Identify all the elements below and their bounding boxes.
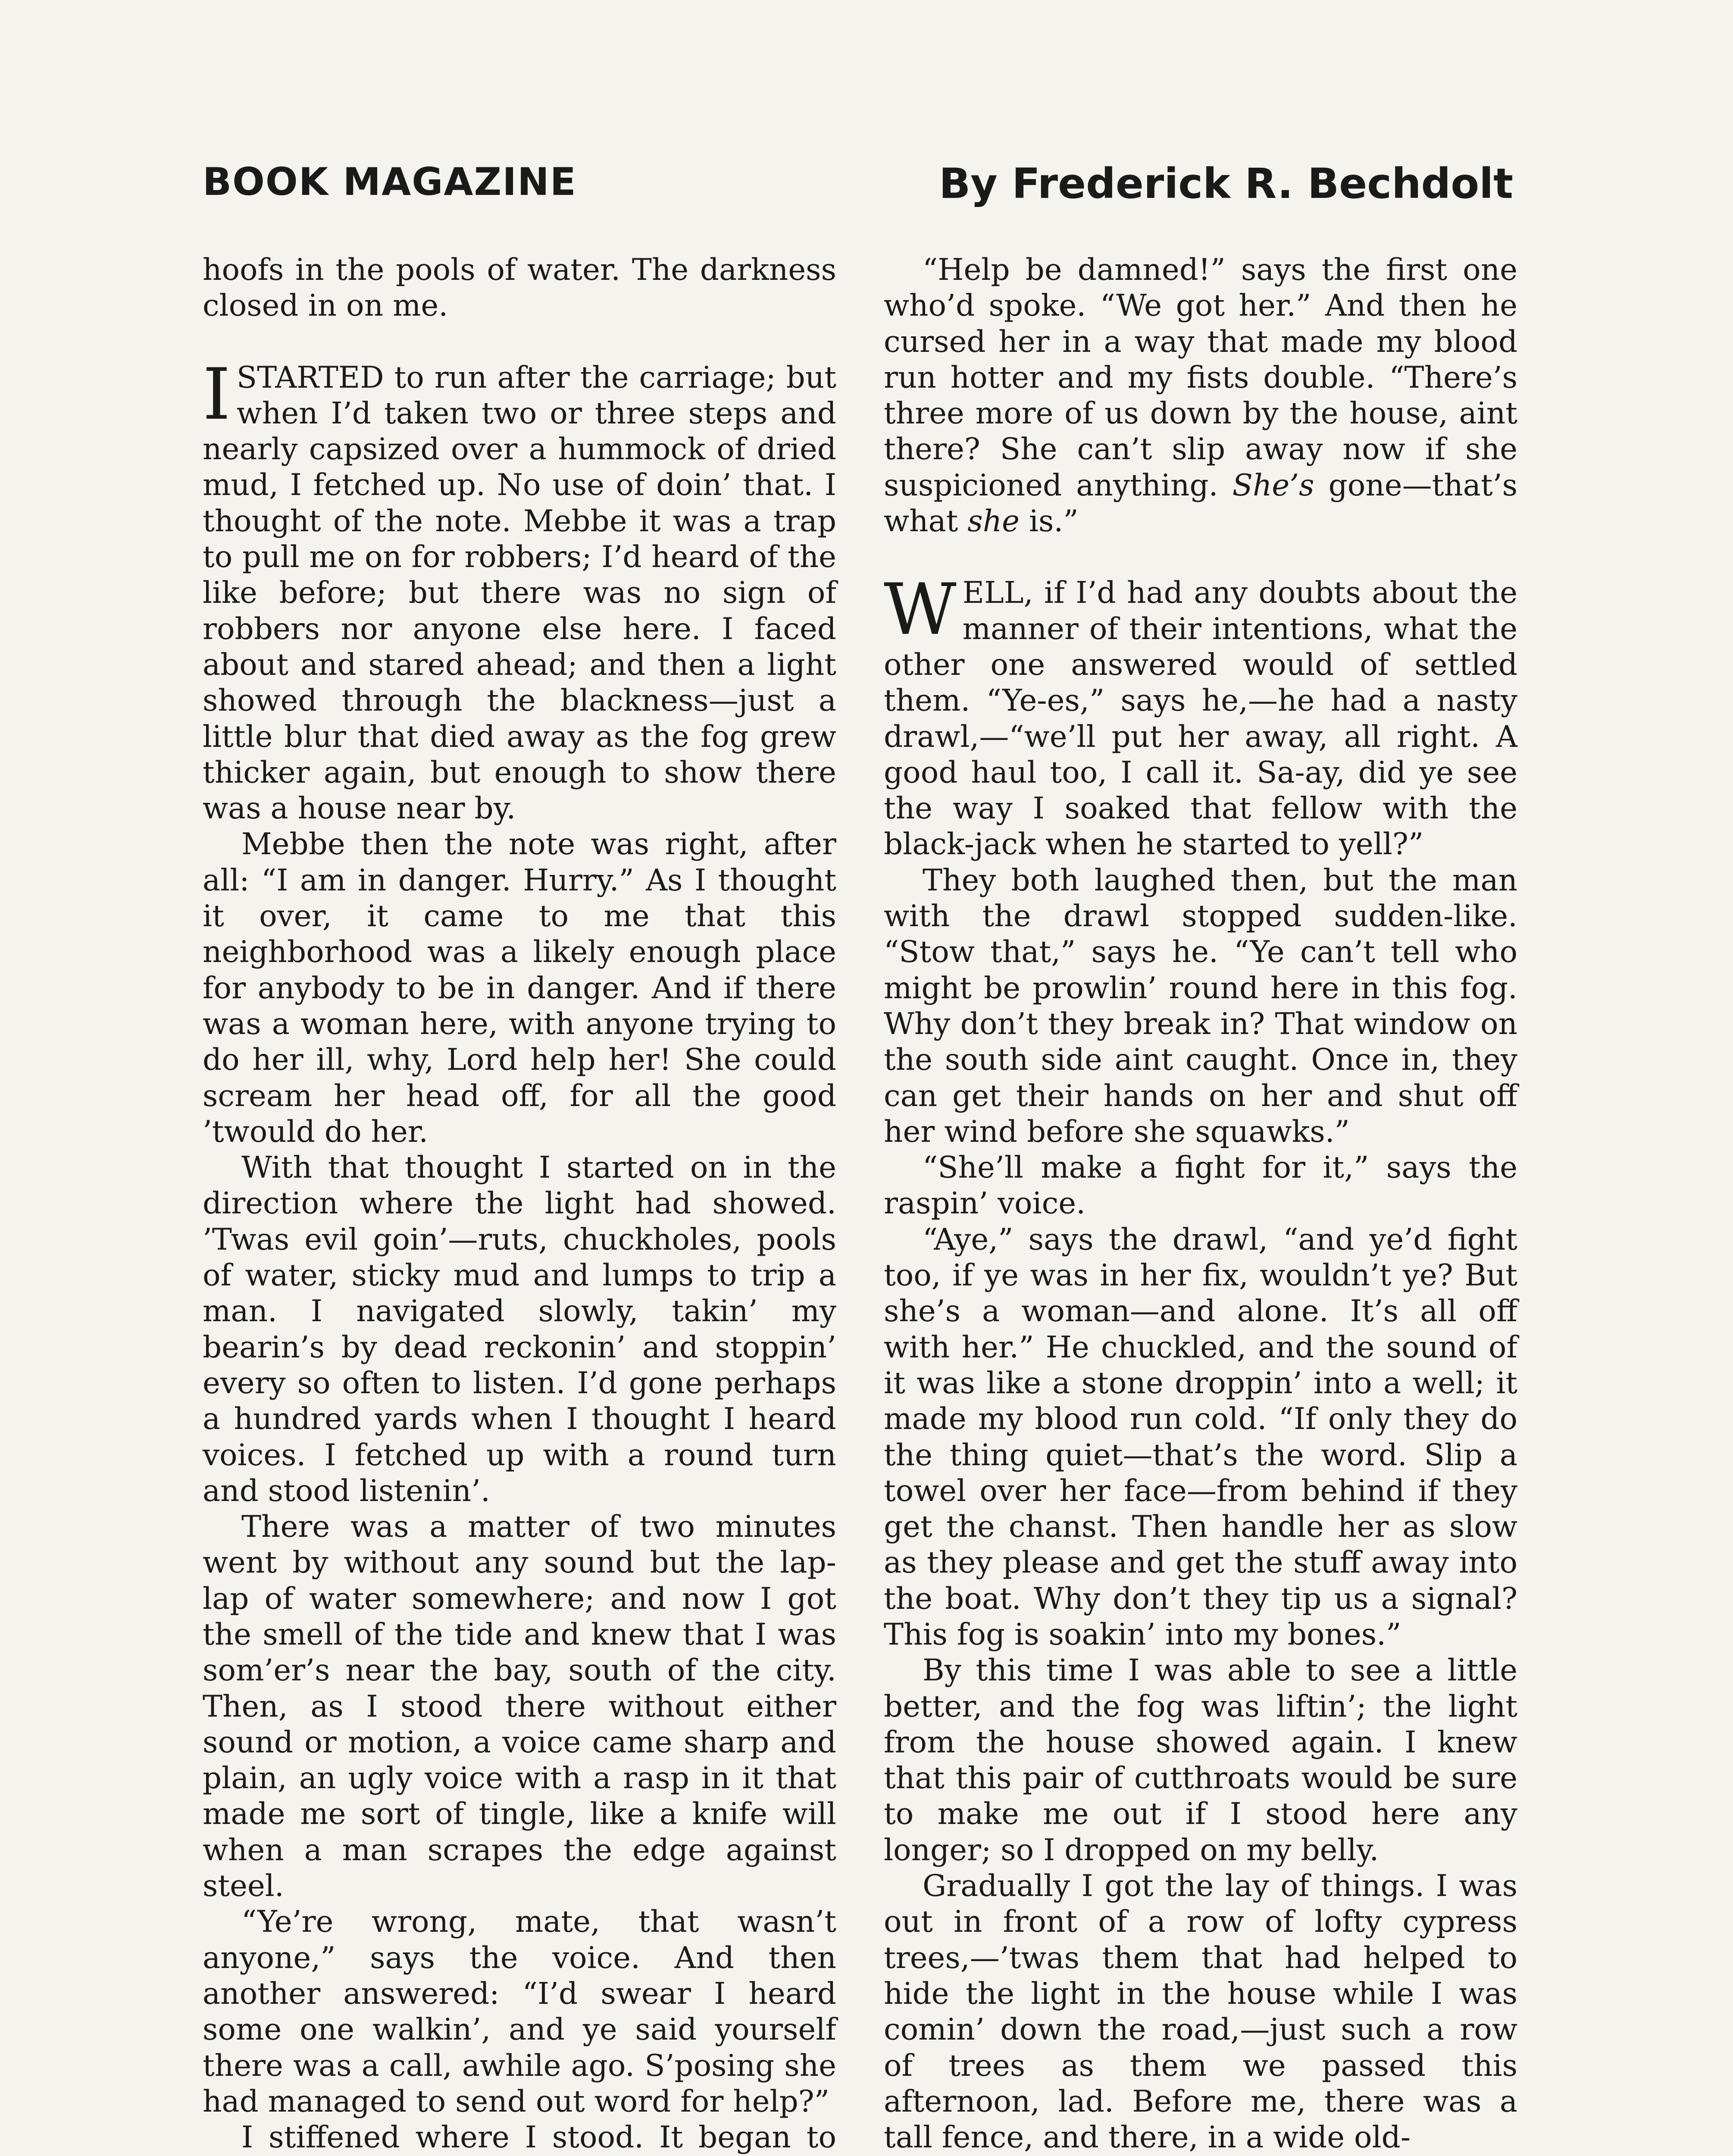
paragraph: I stiffened where I stood. It began to: [241, 2120, 836, 2155]
paragraph-text: “Help be damned!” says the first one who’d spoke. “We got her.” And then he cursed her in a way that made my blood run hotter and my fists double. “There’s three more of us down by the house, aint there? She can’t slip away now if she suspicioned anything.: [884, 253, 1517, 503]
paragraph: [884, 252, 1517, 539]
paragraph: hoofs in the pools of water. The darkness closed in on me.: [203, 253, 836, 323]
right-column: [884, 252, 1517, 2156]
paragraph-dropcap: [884, 568, 1517, 862]
left-column: [203, 252, 836, 2156]
paragraph-text: is.”: [1029, 504, 1079, 539]
paragraph: By this time I was able to see a little better, and the fog was liftin’; the light from the house showed again. I knew that this pair of cutthroats would be sure to make me out if I stood here any longer; so I dropped on my belly.: [884, 1653, 1517, 1868]
paragraph-text: gone—that’s what: [884, 468, 1517, 539]
running-header: [203, 160, 1513, 211]
paragraph-dropcap: [203, 353, 836, 827]
author-byline: By Frederick R. Bechdolt: [939, 160, 1513, 208]
paragraph: There was a matter of two minutes went by without any sound but the lap-lap of water somewhere; and now I got the smell of the tide and knew that I was som’er’s near the bay, south of the city. Then, as I stood there without either sound or motion, a voice came sharp and plain, an ugly voice with a rasp in it that made me sort of tingle, like a knife will when a man scrapes the edge against steel.: [203, 1510, 836, 1904]
paragraph-text: ELL, if I’d had any doubts about the manner of their intentions, what the other one answered would of settled them. “Ye-es,” says he,—he had a nasty drawl,—“we’ll put her away, all right. A good haul too, I call it. Sa-ay, did ye see the way I soaked that fellow with the black-jack when he started to yell?”: [884, 576, 1517, 862]
paragraph: “Aye,” says the drawl, “and ye’d fight too, if ye was in her fix, wouldn’t ye? But she’s a woman—and alone. It’s all off with her.” He chuckled, and the sound of it was like a stone droppin’ into a well; it made my blood run cold. “If only they do the thing quiet—that’s the word. Slip a towel over her face—from behind if they get the chanst. Then handle her as slow as they please and get the stuff away into the boat. Why don’t they tip us a signal? This fog is soakin’ into my bones.”: [884, 1222, 1517, 1652]
emphasis: She’s: [1232, 468, 1314, 503]
paragraph: “She’ll make a fight for it,” says the raspin’ voice.: [884, 1150, 1517, 1221]
emphasis: she: [967, 504, 1020, 539]
magazine-title: BOOK MAGAZINE: [203, 160, 577, 204]
drop-cap: W: [884, 568, 957, 651]
paragraph: Mebbe then the note was right, after all: “I am in danger. Hurry.” As I thought it over, it came to me that this neighborhood was a likely enough place for anybody to be in danger. And if there was a woman here, with anyone trying to do her ill, why, Lord help her! She could scream her head off, for all the good ’twould do her.: [203, 827, 836, 1149]
paragraph-text: STARTED to run after the carriage; but when I’d taken two or three steps and nearly capsized over a hummock of dried mud, I fetched up. No use of doin’ that. I thought of the note. Mebbe it was a trap to pull me on for robbers; I’d heard of the like before; but there was no sign of robbers nor anyone else here. I faced about and stared ahead; and then a light showed through the blackness—just a little blur that died away as the fog grew thicker again, but enough to show there was a house near by.: [203, 360, 836, 826]
paragraph: “Ye’re wrong, mate, that wasn’t anyone,” says the voice. And then another answered: “I’d swear I heard some one walkin’, and ye said yourself there was a call, awhile ago. S’posing she had managed to send out word for help?”: [203, 1905, 836, 2119]
paragraph: They both laughed then, but the man with the drawl stopped sudden-like. “Stow that,” says he. “Ye can’t tell who might be prowlin’ round here in this fog. Why don’t they break in? That window on the south side aint caught. Once in, they can get their hands on her and shut off her wind before she squawks.”: [884, 863, 1517, 1149]
paragraph: With that thought I started on in the direction where the light had showed. ’Twas evil goin’—ruts, chuckholes, pools of water, sticky mud and lumps to trip a man. I navigated slowly, takin’ my bearin’s by dead reckonin’ and stoppin’ every so often to listen. I’d gone perhaps a hundred yards when I thought I heard voices. I fetched up with a round turn and stood listenin’.: [203, 1150, 836, 1508]
drop-cap: I: [203, 353, 231, 436]
paragraph: Gradually I got the lay of things. I was out in front of a row of lofty cypress trees,—’twas them that had helped to hide the light in the house while I was comin’ down the road,—just such a row of trees as them we passed this afternoon, lad. Before me, there was a tall fence, and there, in a wide old-: [884, 1869, 1517, 2155]
